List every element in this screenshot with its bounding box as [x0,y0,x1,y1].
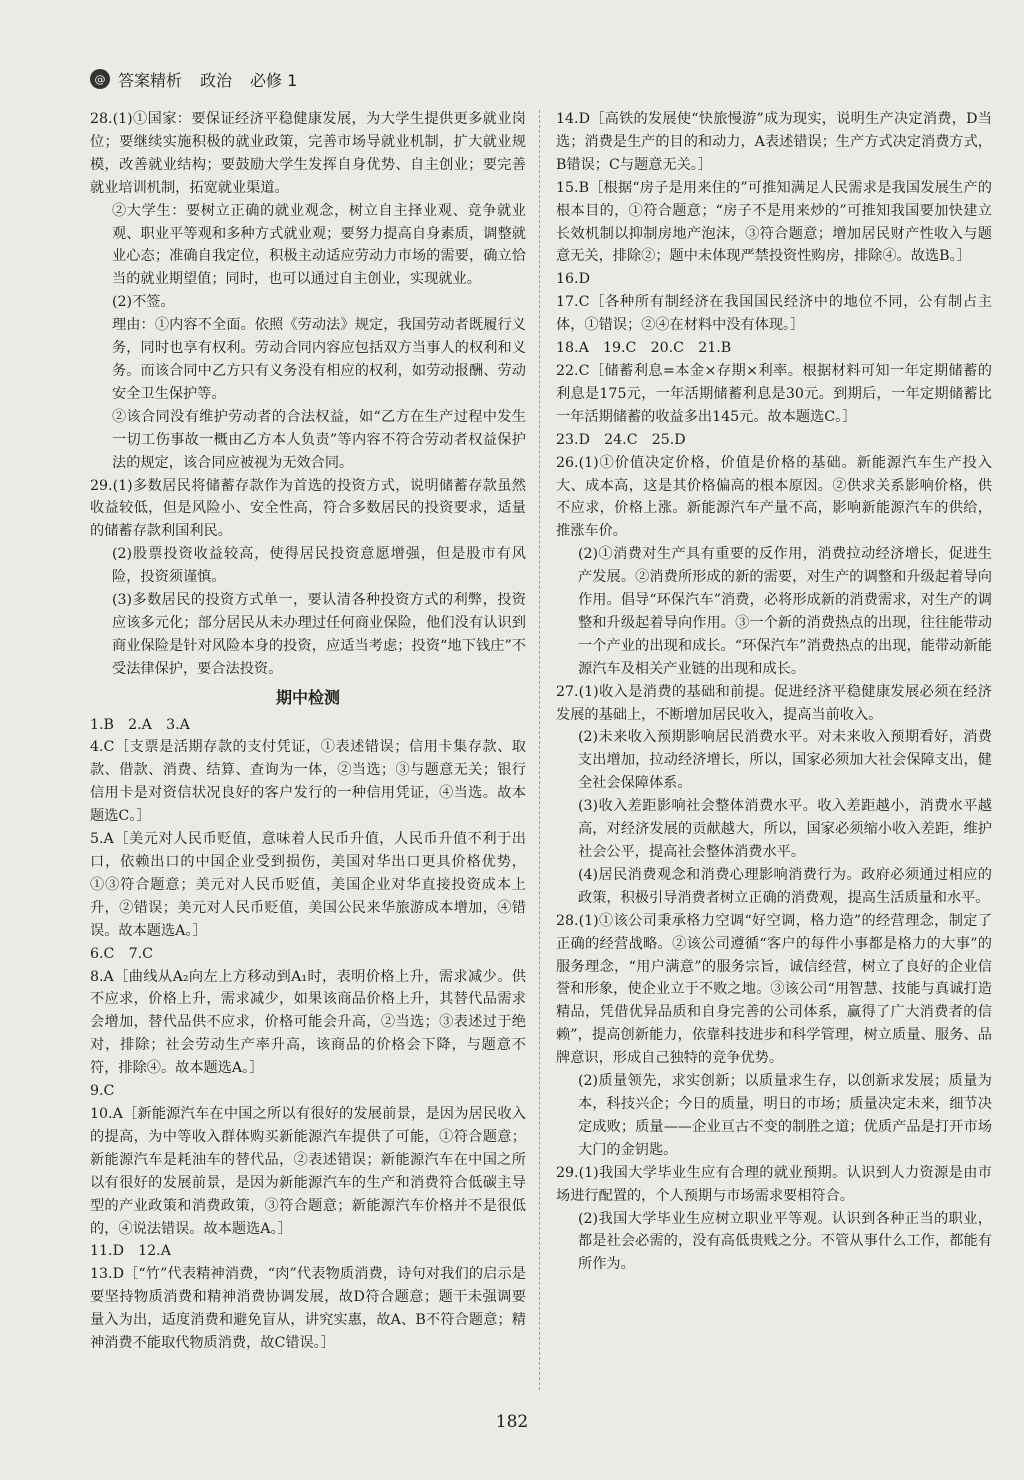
answer-number: 28. [90,111,113,127]
answer-text: (2)未来收入预期影响居民消费水平。对未来收入预期看好，消费支出增加，拉动经济增长，所以，国家必须加大社会保障支出，健全社会保障体系。 [578,729,992,792]
answer-text: (1)①价值决定价格，价值是价格的基础。新能源汽车生产投入大、成本高，这是其价格偏高的根本原因。②供求关系影响价格，供不应求，价格上涨。新能源汽车产量不高，影响新能源汽车的供给，推涨车价。 [556,454,992,540]
answer-number: 10.A [90,1105,123,1122]
answer-text: (2)质量领先，求实创新；以质量求生存，以创新求发展；质量为本，科技兴企；今日的质量，明日的市场；质量决定未来，细节决定成败；质量——企业亘古不变的制胜之道；优质产品是打开市场大门的金钥匙。 [578,1073,992,1158]
answer-text: (1)①国家：要保证经济平稳健康发展，为大学生提供更多就业岗位；要继续实施积极的就业政策，完善市场导就业机制，扩大就业规模，改善就业结构；要鼓励大学生发挥自身优势、自主创业；要完善就业培训机制，拓宽就业渠道。 [90,111,526,196]
answer-text: ②该合同没有维护劳动者的合法权益，如“乙方在生产过程中发生一切工伤事故一概由乙方本人负责”等内容不符合劳动者权益保护法的规定，该合同应被视为无效合同。 [112,408,526,471]
page-number: 182 [495,1412,529,1432]
answer-item [556,108,992,177]
answer-item [90,828,526,943]
answer-item [556,360,992,429]
answer-number: 17.C [556,294,590,311]
answer-item [90,475,526,544]
answer-text: 6.C 7.C [90,945,153,962]
answer-item [556,177,992,269]
answer-text: ［支票是活期存款的支付凭证，①表述错误；信用卡集存款、取款、借款、消费、结算、查询为一体，②当选；③与题意无关；银行信用卡是对资信状况良好的客户发行的一种信用凭证，④当选。故本题选C。］ [90,739,526,825]
answer-text: (2)我国大学毕业生应树立职业平等观。认识到各种正当的职业，都是社会必需的，没有高低贵贱之分。不管从事什么工作，都能有所作为。 [578,1210,992,1273]
answer-text: 18.A 19.C 20.C 21.B [556,340,732,357]
answer-text: (2)①消费对生产具有重要的反作用，消费拉动经济增长，促进生产发展。②消费所形成的新的需要，对生产的调整和升级起着导向作用。倡导“环保汽车”消费，必将形成新的消费需求，对生产的调整和升级起着导向作用。③一个新的消费热点的出现，往往能带动一个产业的出现和成长。“环保汽车”消费热点的出现，能带动新能源汽车及相关产业链的出现和成长。 [578,546,992,677]
answer-text: ［储蓄利息=本金×存期×利率。根据材料可知一年定期储蓄的利息是175元，一年活期储蓄利息是30元。到期后，一年定期储蓄比一年活期储蓄的收益多出145元。故本题选C。］ [556,362,992,425]
answer-text: (2)股票投资收益较高，使得居民投资意愿增强，但是股市有风险，投资须谨慎。 [112,546,526,586]
column-divider [539,110,540,1390]
answer-text: 1.B 2.A 3.A [90,716,190,733]
answer-text: 23.D 24.C 25.D [556,431,686,448]
answer-text: ［高铁的发展使“快旅慢游”成为现实，说明生产决定消费，D当选；消费是生产的目的和动力，A表述错误；生产方式决定消费方式，B错误；C与题意无关。］ [556,111,992,173]
page-header [90,64,307,94]
answer-text: (1)收入是消费的基础和前提。促进经济平稳健康发展必须在经济发展的基础上，不断增加居民收入，提高当前收入。 [556,683,992,723]
answer-number: 29. [90,477,113,494]
answer-number: 29. [556,1164,579,1181]
section-title: 期中检测 [275,687,340,707]
answer-number: 4.C [90,739,115,756]
answer-text: (1)多数居民将储蓄存款作为首选的投资方式，说明储蓄存款虽然收益较低，但是风险小、安全性高，符合多数居民的投资要求，适量的储蓄存款利国利民。 [90,477,526,540]
answer-item [90,1103,526,1240]
left-column [90,108,526,1355]
answer-number: 5.A [90,831,114,848]
answer-text: ［“竹”代表精神消费，“肉”代表物质消费，诗句对我们的启示是要坚持物质消费和精神消费协调发展，故D符合题意；题干未强调要量入为出，适度消费和避免盲从，讲究实惠，故A、B不符合题意；精神消费不能取代物质消费，故C错误。］ [90,1266,526,1352]
answer-item [556,864,992,910]
answer-item [90,314,526,406]
answer-item [90,291,526,314]
answer-item [556,910,992,1070]
answer-text: (2)不签。 [112,294,175,311]
right-column [556,108,992,1276]
header-subject: 政治 [200,70,233,90]
answer-item [90,543,526,589]
answer-text: ［各种所有制经济在我国国民经济中的地位不同，公有制占主体，①错误；②④在材料中没有体现。］ [556,294,992,334]
answer-item [556,1162,992,1208]
answer-item [90,966,526,1081]
answer-item [556,1070,992,1162]
answer-number: 28. [556,912,579,929]
answer-item [90,200,526,292]
answer-item [556,1208,992,1277]
answer-item [556,337,992,360]
answer-text: (4)居民消费观念和消费心理影响消费行为。政府必须通过相应的政策，积极引导消费者树立正确的消费观，提高生活质量和水平。 [578,866,992,906]
answer-text: 理由：①内容不全面。依照《劳动法》规定，我国劳动者既履行义务，同时也享有权利。劳动合同内容应包括双方当事人的权利和义务。而该合同中乙方只有义务没有相应的权利，如劳动报酬、劳动安全卫生保护等。 [112,317,526,402]
answer-text: (3)收入差距影响社会整体消费水平。收入差距越小，消费水平越高，对经济发展的贡献越大，所以，国家必须缩小收入差距，维护社会公平，提高社会整体消费水平。 [578,798,992,860]
answer-item [90,589,526,681]
answer-text: (3)多数居民的投资方式单一，要认清各种投资方式的利弊，投资应该多元化；部分居民从未办理过任何商业保险，他们没有认识到商业保险是针对风险本身的投资，应适当考虑；投资“地下钱庄”不受法律保护，要合法投资。 [112,592,526,677]
answer-text: (1)①该公司秉承格力空调“好空调，格力造”的经营理念，制定了正确的经营战略。②该公司遵循“客户的每件小事都是格力的大事”的服务理念，“用户满意”的服务宗旨，诚信经营，树立了良好的企业信誉和形象，使企业立于不败之地。③该公司“用智慧、技能与真诚打造精品，凭借优异品质和自身完善的公司体系，赢得了广大消费者的信赖”，提高创新能力，依靠科技进步和科学管理，树立质量、服务、品牌意识，形成自己独特的竞争优势。 [556,912,992,1067]
answer-item [556,726,992,795]
answer-text: (1)我国大学毕业生应有合理的就业预期。认识到人力资源是由市场进行配置的，个人预期与市场需求要相符合。 [556,1164,992,1204]
answer-item [556,429,992,452]
answer-item [90,1240,526,1263]
answer-item [90,406,526,475]
answer-number: 14.D [556,111,590,127]
answer-text: ［曲线从A₂向左上方移动到A₁时，表明价格上升，需求减少。供不应求，价格上升，需求减少，如果该商品价格上升，其替代品需求会增加，替代品供不应求，价格可能会升高，②当选；③表述过于绝对，排除；社会劳动生产率升高，该商品的价格会下降，与题意不符，排除④。故本题选A。］ [90,968,526,1077]
answer-text: 9.C [90,1083,115,1100]
header-title: 答案精析 [118,70,183,90]
answer-item [556,452,992,544]
answer-item [90,1263,526,1355]
answer-text: ②大学生：要树立正确的就业观念，树立自主择业观、竞争就业观、职业平等观和多种方式就业观；要努力提高自身素质，调整就业心态；准确自我定位，积极主动适应劳动力市场的需要，确立恰当的就业期望值；同时，也可以通过自主创业，实现就业。 [112,202,526,288]
answer-number: 15.B [556,179,589,196]
answer-item [90,1080,526,1103]
answer-number: 27. [556,683,579,700]
answer-item [556,681,992,727]
answer-item [556,795,992,864]
answer-text: ［根据“房子是用来住的”可推知满足人民需求是我国发展生产的根本目的，①符合题意；“房子不是用来炒的”可推知我国要加快建立长效机制以抑制房地产泡沫，③符合题意；增加居民财产性收入与题意无关，排除②；题中未体现严禁投资性购房，排除④。故选B。］ [556,179,992,265]
answer-item [90,714,526,737]
answer-text: ［新能源汽车在中国之所以有很好的发展前景，是因为居民收入的提高，为中等收入群体购买新能源汽车提供了可能，①符合题意；新能源汽车是耗油车的替代品，②表述错误；新能源汽车在中国之所以有很好的发展前景，是因为新能源汽车的生产和消费符合低碳主导型的产业政策和消费政策，③符合题意；新能源汽车价格并不是很低的，④说法错误。故本题选A。］ [90,1105,526,1237]
answer-item [556,543,992,680]
answer-number: 22.C [556,362,590,379]
answer-text: ［美元对人民币贬值，意味着人民币升值，人民币升值不利于出口，依赖出口的中国企业受到损伤，美国对华出口更具价格优势，①③符合题意；美元对人民币贬值，美国企业对华直接投资成本上升，②错误；美元对人民币贬值，美国公民来华旅游成本增加，④错误。故本题选A。］ [90,831,526,939]
book-logo-icon: @ [90,69,110,89]
answer-text: 16.D [556,271,590,288]
answer-text: 11.D 12.A [90,1243,171,1260]
answer-item [90,108,526,200]
header-volume: 必修 1 [250,70,298,90]
answer-number: 26. [556,454,579,471]
answer-number: 13.D [90,1266,124,1283]
answer-item [90,943,526,966]
answer-item [90,736,526,828]
answer-item [556,268,992,291]
answer-number: 8.A [90,968,114,985]
answer-item [556,291,992,337]
